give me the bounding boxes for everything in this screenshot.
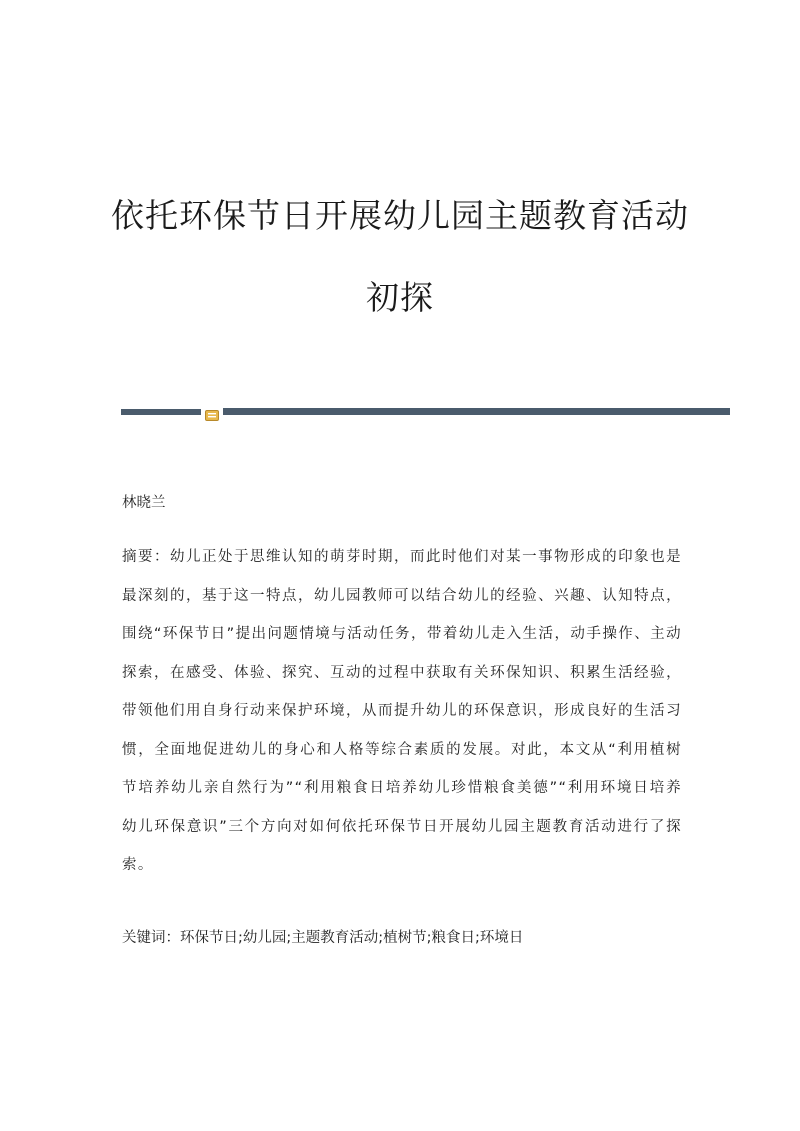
keywords-line: 关键词：环保节日;幼儿园;主题教育活动;植树节;粮食日;环境日 — [122, 930, 524, 946]
document-title: 依托环保节日开展幼儿园主题教育活动 — [111, 196, 689, 235]
author-name: 林晓兰 — [122, 495, 166, 511]
ornament-icon — [205, 406, 219, 417]
divider-bar-right — [223, 408, 730, 415]
document-title-continued: 初探 — [366, 278, 434, 317]
divider-bar-left — [121, 409, 201, 415]
title-divider — [121, 408, 730, 416]
abstract-paragraph: 摘要：幼儿正处于思维认知的萌芽时期，而此时他们对某一事物形成的印象也是最深刻的，基于这一特点，幼儿园教师可以结合幼儿的经验、兴趣、认知特点，围绕“环保节日”提出问题情境与活动任务，带着幼儿走入生活，动手操作、主动探索，在感受、体验、探究、互动的过程中获取有关环保知识、积累生活经验，带领他们用自身行动来保护环境，从而提升幼儿的环保意识，形成良好的生活习惯，全面地促进幼儿的身心和人格等综合素质的发展。对此，本文从“利用植树节培养幼儿亲自然行为”“利用粮食日培养幼儿珍惜粮食美德”“利用环境日培养幼儿环保意识”三个方向对如何依托环保节日开展幼儿园主题教育活动进行了探索。 — [122, 549, 682, 873]
